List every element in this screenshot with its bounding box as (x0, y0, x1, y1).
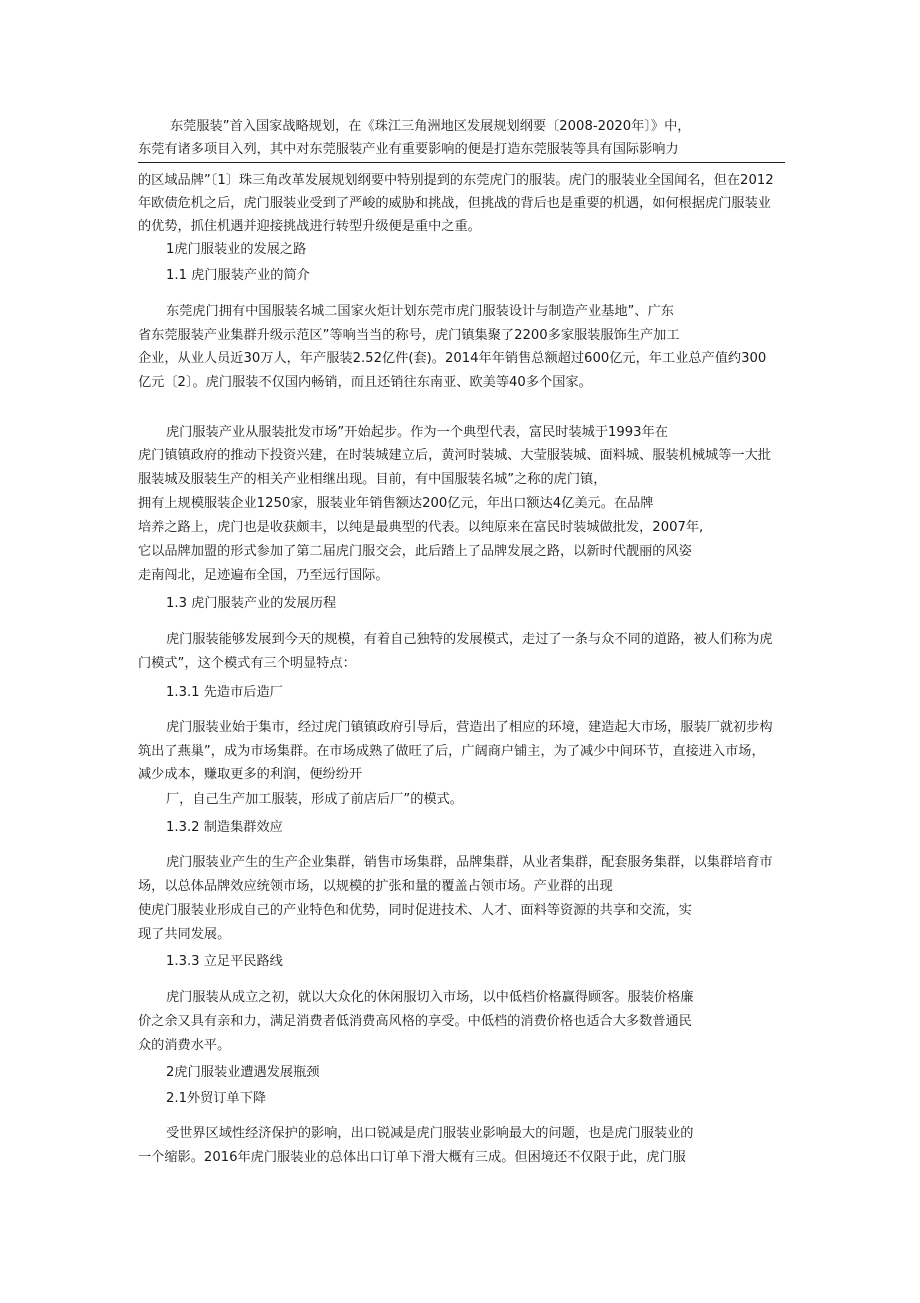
text-line: 它以品牌加盟的形式参加了第二届虎门服交会，此后踏上了品牌发展之路，以新时代靓丽的风姿 (138, 544, 692, 559)
text-line: 虎门服装业始于集市，经过虎门镇镇政府引导后，营造出了相应的环境，建造起大市场，服装厂就初步构 (166, 720, 773, 735)
section-heading: 1.3.1 先造市后造厂 (166, 685, 283, 700)
text-line: 众的消费水平。 (138, 1038, 231, 1053)
text-line: 东莞服装”首入国家战略规划，在《珠江三角洲地区发展规划纲要〔2008-2020年〕》中， (170, 119, 691, 134)
text-line: 现了共同发展。 (138, 927, 231, 942)
section-heading: 1虎门服装业的发展之路 (166, 242, 307, 257)
text-line: 亿元〔2〕。虎门服装不仅国内畅销，而且还销往东南亚、欧美等40多个国家。 (138, 375, 592, 390)
text-line: 虎门服装从成立之初，就以大众化的休闲服切入市场，以中低档价格赢得顾客。服装价格廉 (166, 990, 694, 1005)
text-line: 企业，从业人员近30万人，年产服装2.52亿件(套)。2014年年销售总额超过600亿元，年工业总产值约300 (138, 351, 767, 366)
section-heading: 2.1外贸订单下降 (166, 1091, 267, 1106)
text-line: 价之余又具有亲和力，满足消费者低消费高风格的享受。中低档的消费价格也适合大多数普通民 (138, 1014, 692, 1029)
text-line: 使虎门服装业形成自己的产业特色和优势，同时促进技术、人才、面料等资源的共享和交流，实 (138, 903, 692, 918)
section-heading: 2虎门服装业遭遇发展瓶颈 (166, 1065, 320, 1080)
text-line: 服装城及服装生产的相关产业相继出现。目前，有中国服装名城”之称的虎门镇， (138, 472, 607, 487)
text-line: 东莞有诸多项目入列，其中对东莞服装产业有重要影响的便是打造东莞服装等具有国际影响力 (138, 142, 679, 157)
text-line: 场，以总体品牌效应统领市场，以规模的扩张和量的覆盖占领市场。产业群的出现 (138, 879, 613, 894)
text-line: 筑出了燕巢”，成为市场集群。在市场成熟了做旺了后，广阔商户铺主，为了减少中间环节，直接进入市场， (138, 744, 765, 759)
text-line: 虎门服装产业从服装批发市场”开始起步。作为一个典型代表，富民时装城于1993年在 (166, 425, 668, 440)
section-heading: 1.3.2 制造集群效应 (166, 820, 283, 835)
text-line: 一个缩影。2016年虎门服装业的总体出口订单下滑大概有三成。但困境还不仅限于此，虎门服 (138, 1150, 686, 1165)
text-line: 减少成本，赚取更多的利润，便纷纷开 (138, 767, 363, 782)
text-line: 的区域品牌”〔1〕珠三角改革发展规划纲要中特别提到的东莞虎门的服装。虎门的服装业全国闻名，但在2012 (138, 173, 774, 188)
text-line: 虎门镇镇政府的推动下投资兴建，在时装城建立后，黄河时装城、大莹服装城、面料城、服装机械城等一大批 (138, 448, 771, 463)
section-heading: 1.3.3 立足平民路线 (166, 954, 283, 969)
text-line: 培养之路上，虎门也是收获颇丰，以纯是最典型的代表。以纯原来在富民时装城做批发，2007年, (138, 520, 704, 535)
text-line: 厂，自己生产加工服装，形成了前店后厂”的模式。 (166, 792, 463, 807)
header-rule (138, 162, 785, 163)
text-line: 虎门服装业产生的生产企业集群，销售市场集群，品牌集群，从业者集群，配套服务集群，以集群培育市 (166, 855, 773, 870)
text-line: 的优势，抓住机遇并迎接挑战进行转型升级便是重中之重。 (138, 219, 481, 234)
text-line: 拥有上规模服装企业1250家，服装业年销售额达200亿元，年出口额达4亿美元。在品牌 (138, 496, 654, 511)
text-line: 受世界区域性经济保护的影响，出口锐减是虎门服装业影响最大的问题，也是虎门服装业的 (166, 1126, 694, 1141)
text-line: 虎门服装能够发展到今天的规模，有着自己独特的发展模式，走过了一条与众不同的道路，被人们称为虎 (166, 632, 773, 647)
section-heading: 1.1 虎门服装产业的简介 (166, 268, 310, 283)
text-line: 东莞虎门拥有中国服装名城二国家火炬计划东莞市虎门服装设计与制造产业基地”、广东 (166, 304, 674, 319)
text-line: 省东莞服装产业集群升级示范区”等响当当的称号，虎门镇集聚了2200多家服装服饰生产加工 (138, 328, 680, 343)
text-line: 门模式”，这个模式有三个明显特点： (138, 656, 356, 671)
text-line: 年欧债危机之后，虎门服装业受到了严峻的威胁和挑战，但挑战的背后也是重要的机遇，如何根据虎门服装业 (138, 196, 771, 211)
text-line: 走南闯北，足迹遍布全国，乃至远行国际。 (138, 568, 389, 583)
section-heading: 1.3 虎门服装产业的发展历程 (166, 596, 337, 611)
